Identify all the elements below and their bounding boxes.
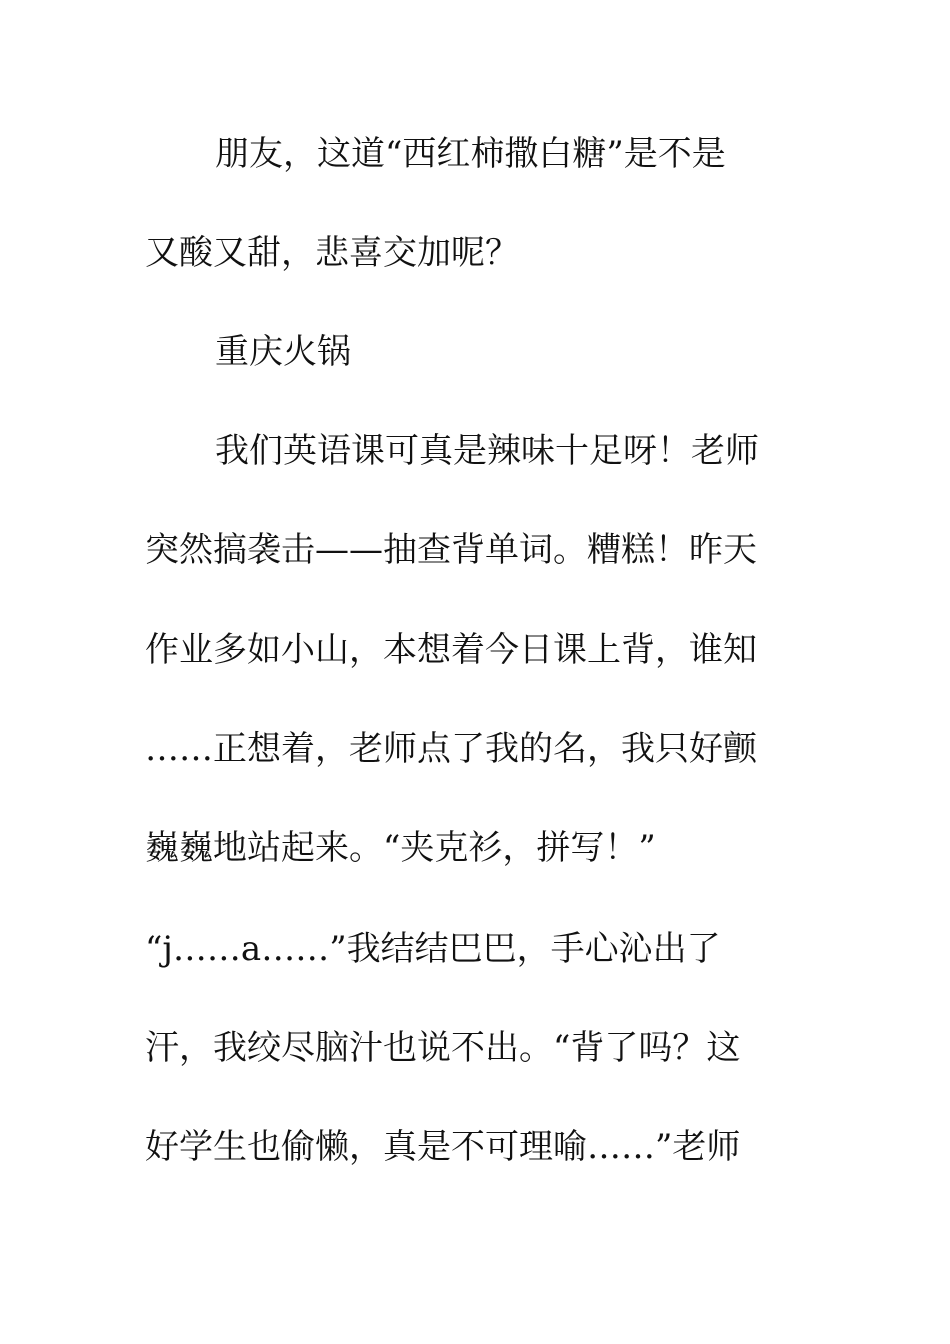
text-line-9: “j……a……”我结结巴巴，手心沁出了 (145, 929, 721, 969)
section-heading: 重庆火锅 (215, 332, 351, 372)
text-line-10: 汗，我绞尽脑汁也说不出。“背了吗？这 (145, 1028, 741, 1068)
text-line-7: ……正想着，老师点了我的名，我只好颤 (145, 729, 757, 769)
text-line-2: 又酸又甜，悲喜交加呢？ (145, 233, 519, 273)
text-line-6: 作业多如小山，本想着今日课上背，谁知 (145, 630, 757, 670)
text-line-11: 好学生也偷懒，真是不可理喻……”老师 (145, 1127, 741, 1167)
text-line-5: 突然搞袭击——抽查背单词。糟糕！昨天 (145, 530, 757, 570)
text-line-1: 朋友，这道“西红柿撒白糖”是不是 (215, 134, 726, 174)
text-line-8: 巍巍地站起来。“夹克衫，拼写！” (145, 828, 656, 868)
text-line-4: 我们英语课可真是辣味十足呀！老师 (215, 431, 759, 471)
